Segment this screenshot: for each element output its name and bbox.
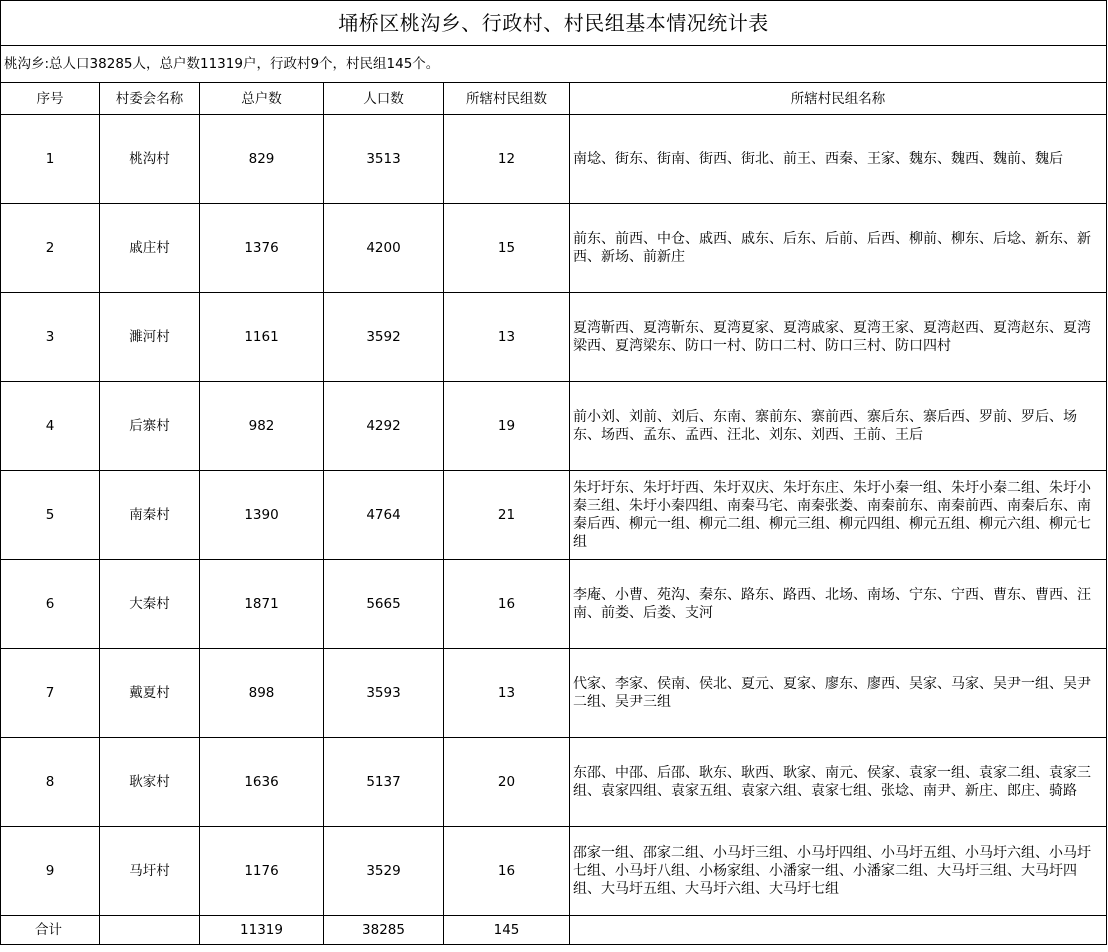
table-row xyxy=(1,382,1107,471)
cell-index: 7 xyxy=(1,649,100,738)
cell-population: 4200 xyxy=(324,204,444,293)
cell-index: 4 xyxy=(1,382,100,471)
cell-committee: 后寨村 xyxy=(100,382,200,471)
cell-population: 4292 xyxy=(324,382,444,471)
cell-population: 3592 xyxy=(324,293,444,382)
cell-group-count: 13 xyxy=(444,649,570,738)
cell-group-count: 16 xyxy=(444,827,570,916)
cell-committee: 濉河村 xyxy=(100,293,200,382)
cell-committee: 马圩村 xyxy=(100,827,200,916)
cell-group-count: 16 xyxy=(444,560,570,649)
cell-group-names: 南埝、街东、街南、街西、街北、前王、西秦、王家、魏东、魏西、魏前、魏后 xyxy=(570,115,1107,204)
cell-population: 5137 xyxy=(324,738,444,827)
cell-households: 982 xyxy=(200,382,324,471)
table-row xyxy=(1,560,1107,649)
cell-population: 3593 xyxy=(324,649,444,738)
cell-group-names: 前小刘、刘前、刘后、东南、寨前东、寨前西、寨后东、寨后西、罗前、罗后、场东、场西、孟东、孟西、汪北、刘东、刘西、王前、王后 xyxy=(570,382,1107,471)
cell-group-names: 朱圩圩东、朱圩圩西、朱圩双庆、朱圩东庄、朱圩小秦一组、朱圩小秦二组、朱圩小秦三组、朱圩小秦四组、南秦马宅、南秦张娄、南秦前东、南秦前西、南秦后东、南秦后西、柳元一组、柳元二组、柳元三组、柳元四组、柳元五组、柳元六组、柳元七组 xyxy=(570,471,1107,560)
cell-group-count: 15 xyxy=(444,204,570,293)
cell-index: 1 xyxy=(1,115,100,204)
cell-group-names: 夏湾靳西、夏湾靳东、夏湾夏家、夏湾戚家、夏湾王家、夏湾赵西、夏湾赵东、夏湾梁西、夏湾梁东、防口一村、防口二村、防口三村、防口四村 xyxy=(570,293,1107,382)
table-row xyxy=(1,204,1107,293)
cell-households: 1161 xyxy=(200,293,324,382)
header-committee: 村委会名称 xyxy=(100,83,200,115)
cell-households: 1176 xyxy=(200,827,324,916)
cell-committee: 桃沟村 xyxy=(100,115,200,204)
cell-households: 1376 xyxy=(200,204,324,293)
cell-group-names: 李庵、小曹、苑沟、秦东、路东、路西、北场、南场、宁东、宁西、曹东、曹西、汪南、前娄、后娄、支河 xyxy=(570,560,1107,649)
cell-index: 5 xyxy=(1,471,100,560)
title-row xyxy=(1,1,1107,46)
cell-group-names: 东邵、中邵、后邵、耿东、耿西、耿家、南元、侯家、袁家一组、袁家二组、袁家三组、袁家四组、袁家五组、袁家六组、袁家七组、张埝、南尹、新庄、郎庄、骑路 xyxy=(570,738,1107,827)
table-row xyxy=(1,115,1107,204)
cell-population: 5665 xyxy=(324,560,444,649)
cell-committee: 耿家村 xyxy=(100,738,200,827)
table-title: 埇桥区桃沟乡、行政村、村民组基本情况统计表 xyxy=(1,1,1107,46)
table-row xyxy=(1,827,1107,916)
cell-committee: 戴夏村 xyxy=(100,649,200,738)
cell-households: 1636 xyxy=(200,738,324,827)
header-population: 人口数 xyxy=(324,83,444,115)
table-row xyxy=(1,738,1107,827)
cell-households: 829 xyxy=(200,115,324,204)
cell-committee: 南秦村 xyxy=(100,471,200,560)
header-row xyxy=(1,83,1107,115)
table-row xyxy=(1,649,1107,738)
cell-population: 3513 xyxy=(324,115,444,204)
total-households: 11319 xyxy=(200,916,324,945)
table-row xyxy=(1,293,1107,382)
cell-index: 6 xyxy=(1,560,100,649)
cell-group-names: 代家、李家、侯南、侯北、夏元、夏家、廖东、廖西、吴家、马家、吴尹一组、吴尹二组、吴尹三组 xyxy=(570,649,1107,738)
cell-index: 2 xyxy=(1,204,100,293)
cell-households: 898 xyxy=(200,649,324,738)
cell-group-names: 前东、前西、中仓、戚西、戚东、后东、后前、后西、柳前、柳东、后埝、新东、新西、新场、前新庄 xyxy=(570,204,1107,293)
header-households: 总户数 xyxy=(200,83,324,115)
header-group-names: 所辖村民组名称 xyxy=(570,83,1107,115)
cell-group-count: 20 xyxy=(444,738,570,827)
cell-index: 3 xyxy=(1,293,100,382)
cell-households: 1871 xyxy=(200,560,324,649)
cell-committee: 大秦村 xyxy=(100,560,200,649)
total-group-names-blank xyxy=(570,916,1107,945)
cell-group-count: 19 xyxy=(444,382,570,471)
total-group-count: 145 xyxy=(444,916,570,945)
cell-committee: 戚庄村 xyxy=(100,204,200,293)
table-row xyxy=(1,471,1107,560)
cell-index: 8 xyxy=(1,738,100,827)
header-group-count: 所辖村民组数 xyxy=(444,83,570,115)
total-label: 合计 xyxy=(1,916,100,945)
header-index: 序号 xyxy=(1,83,100,115)
total-committee-blank xyxy=(100,916,200,945)
cell-index: 9 xyxy=(1,827,100,916)
total-row xyxy=(1,916,1107,945)
cell-households: 1390 xyxy=(200,471,324,560)
cell-group-count: 12 xyxy=(444,115,570,204)
cell-group-count: 21 xyxy=(444,471,570,560)
cell-population: 4764 xyxy=(324,471,444,560)
cell-group-count: 13 xyxy=(444,293,570,382)
summary-text: 桃沟乡:总人口38285人，总户数11319户，行政村9个，村民组145个。 xyxy=(1,46,1107,83)
total-population: 38285 xyxy=(324,916,444,945)
summary-row xyxy=(1,46,1107,83)
cell-group-names: 邵家一组、邵家二组、小马圩三组、小马圩四组、小马圩五组、小马圩六组、小马圩七组、小马圩八组、小杨家组、小潘家一组、小潘家二组、大马圩三组、大马圩四组、大马圩五组、大马圩六组、大马圩七组 xyxy=(570,827,1107,916)
cell-population: 3529 xyxy=(324,827,444,916)
